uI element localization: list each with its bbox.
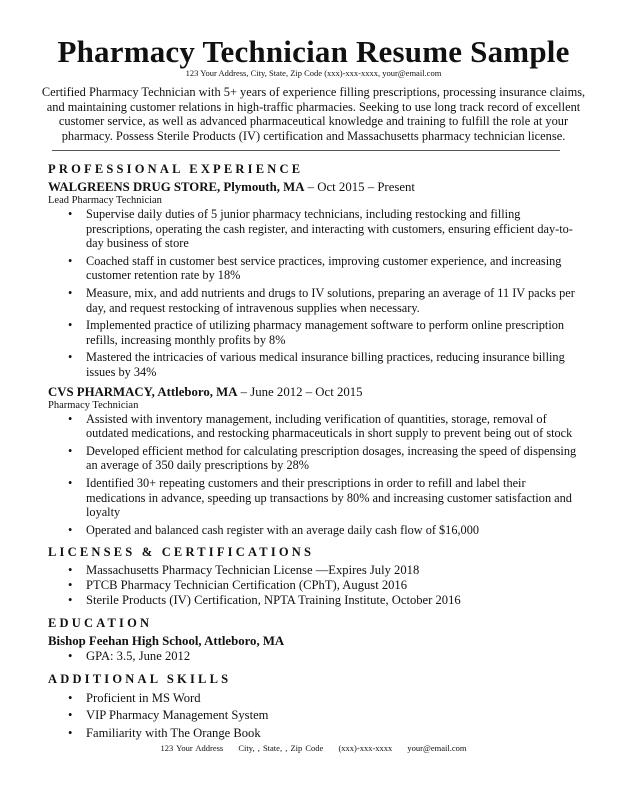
- job-header: [48, 180, 588, 195]
- list-item: • Measure, mix, and add nutrients and drugs to IV solutions, preparing an average of 11 IV packs per day, and request restocking of intravenous supplies when necessary.: [68, 286, 588, 315]
- job-bullets: [68, 412, 588, 538]
- list-item: • VIP Pharmacy Management System: [68, 708, 588, 723]
- divider: [52, 150, 560, 151]
- job-role: Pharmacy Technician: [48, 399, 139, 411]
- list-item: • Mastered the intricacies of various medical insurance billing practices, reducing insurance billing issues by 34%: [68, 350, 588, 379]
- job-entry: [48, 180, 588, 380]
- list-item: • Proficient in MS Word: [68, 691, 588, 706]
- job-header: [48, 385, 588, 400]
- list-item: • PTCB Pharmacy Technician Certification (CPhT), August 2016: [68, 578, 588, 593]
- job-dates: – Oct 2015 – Present: [304, 180, 415, 194]
- list-item: • Developed efficient method for calculating prescription dosages, increasing the speed of dispensing an average of 350 daily prescriptions by 28%: [68, 444, 588, 473]
- list-item: • Supervise daily duties of 5 junior pharmacy technicians, including restocking and filling prescriptions, operating the cash register, and interacting with customers, ensuring efficient day-to-day business of store: [68, 207, 588, 251]
- section-heading-skills: ADDITIONAL SKILLS: [48, 671, 232, 686]
- list-item: • Implemented practice of utilizing pharmacy management software to perform online prescription refills, increasing monthly profits by 8%: [68, 318, 588, 347]
- list-item: • Sterile Products (IV) Certification, NPTA Training Institute, October 2016: [68, 593, 588, 608]
- footer-address: 123 Your Address: [160, 743, 224, 753]
- section-heading-experience: PROFESSIONAL EXPERIENCE: [48, 162, 304, 176]
- summary: Certified Pharmacy Technician with 5+ years of experience filling prescriptions, processing insurance claims, and maintaining customer relations in high-traffic pharmacies. Seeking to use long track record of excellent customer service, as well as advanced pharmaceutical knowledge and training to fulfill the role at your pharmacy. Possess Sterile Products (IV) certification and Massachusetts pharmacy technician license.: [41, 85, 586, 143]
- job-dates: – June 2012 – Oct 2015: [237, 384, 363, 399]
- list-item: • GPA: 3.5, June 2012: [68, 649, 588, 664]
- job-role: Lead Pharmacy Technician: [48, 195, 162, 206]
- resume-body: [48, 162, 588, 745]
- licenses-list: [68, 563, 588, 608]
- footer-city: City, , State, , Zip Code: [238, 743, 324, 753]
- contact-line: 123 Your Address, City, State, Zip Code (xxx)-xxx-xxxx, your@email.com: [185, 68, 442, 78]
- school: Bishop Feehan High School, Attleboro, MA: [48, 634, 285, 649]
- resume-title: Pharmacy Technician Resume Sample: [57, 34, 570, 69]
- job-entry: [48, 385, 588, 538]
- list-item: • Operated and balanced cash register with an average daily cash flow of $16,000: [68, 523, 588, 538]
- list-item: • Massachusetts Pharmacy Technician License —Expires July 2018: [68, 563, 588, 578]
- list-item: • Familiarity with The Orange Book: [68, 726, 588, 741]
- education-list: [68, 649, 588, 664]
- section-heading-licenses: LICENSES & CERTIFICATIONS: [48, 545, 315, 560]
- employer: CVS PHARMACY, Attleboro, MA: [48, 384, 238, 399]
- section-heading-education: EDUCATION: [48, 616, 153, 631]
- footer-phone: (xxx)-xxx-xxxx: [338, 743, 393, 753]
- list-item: • Assisted with inventory management, including verification of quantities, storage, removal of outdated medications, and restocking pharmaceuticals in short supply to prevent being out of stock: [68, 412, 588, 441]
- skills-list: [68, 691, 588, 741]
- employer: WALGREENS DRUG STORE, Plymouth, MA: [48, 180, 305, 194]
- footer-email: your@email.com: [407, 743, 467, 753]
- job-bullets: [68, 207, 588, 380]
- list-item: • Identified 30+ repeating customers and their prescriptions in order to refill and label their medications in advance, speeding up transactions by 80% and increasing customer satisfaction and loyalty: [68, 476, 588, 520]
- list-item: • Coached staff in customer best service practices, improving customer experience, and increasing customer retention rate by 18%: [68, 254, 588, 283]
- footer: [0, 743, 627, 753]
